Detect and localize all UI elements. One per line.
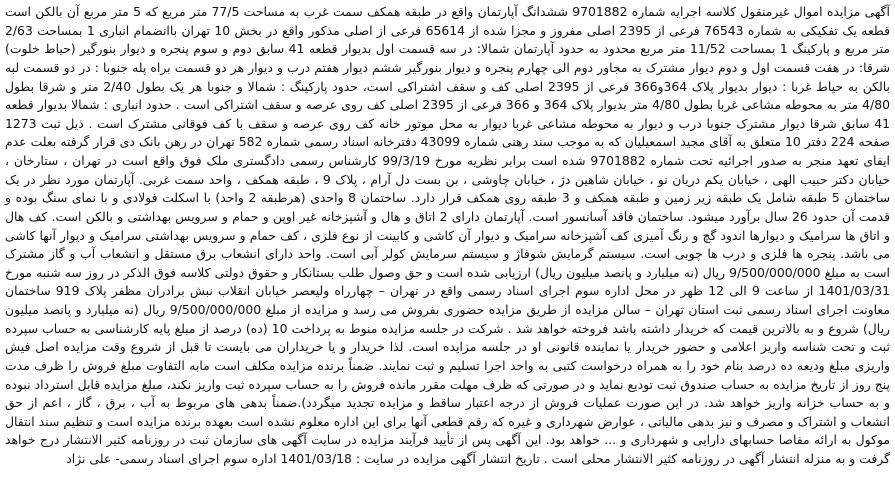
auction-notice-body: آگهی مزایده اموال غیرمنقول کلاسه اجرایه شماره 9701882 ششدانگ آپارتمان واقع در طبقه همکف سمت غرب به مساحت 77/5 متر مربع که 5 متر مربع آن بالکن است قطعه یک تفکیکی به شماره 76543 فرعی از 2395 اصلی مفروز و مجزا شده از 65614 فرعی از اصلی مذکور واقع در بخش 10 تهران باانضمام انباری 1 بمساحت 2/63 متر مربع و پارکینگ 1 بمساحت 11/52 متر مربع محدود به حدود آپارتمان شمالا: در سه قسمت اول بدیوار قطعه 41 سابق دوم و سوم پنجره و دیوار بنورگیر (حیاط خلوت) شرقا: در هفت قسمت اول و دوم دیوار مشترک به مجاور دوم الی چهارم پنجره و دیوار بنورگیر ششم دیوار هفتم درب و دیوار هر دو قسمت براه پله جنوبا : در دو قسمت لبه بالکن به حیاط غربا : دیوار بدیوار پلاک 364و366 فرعی از 2395 اصلی کف و سقف اشتراکی است، حدود پارکینگ : شمالا و جنوبا هر یک بطول 2/40 متر و شرقا بطول 4/80 متر به محوطه مشاعی غربا بطول 4/80 متر بدیوار پلاک 364 و 366 فرعی از 2395 اصلی کف روی عرصه و سقف اشتراکی است . حدود انباری : شمالا بدیوار قطعه 41 سابق شرقا دیوار مشترک جنوبا درب و دیوار به محوطه مشاعی غربا دیوار به محل موتور خانه کف روی عرصه و سقف با کف فوقانی مشترک است . ذیل ثبت 1273 صفحه 224 دفتر 10 متعلق به آقای مجید اسمعیلیان که به موجب سند رهنی شماره 43099 دفترخانه اسناد رسمی شماره 582 تهران در رهن بانک دی قرار گرفته بعلت عدم ایفای تعهد منجر به صدور اجرائیه تحت شماره 9701882 شده است برابر نظریه مورخ 99/3/19 کارشناس رسمی دادگستری ملک فوق واقع است در تهران ، ستارخان ، خیابان دکتر حبیب الهی ، خیابان یکم دریان نو ، خیابان شاهین دژ ، خیابان چاوشی ، بن بست دل آرام ، پلاک 9 ، طبقه همکف ، واحد سمت غربی. آپارتمان مورد نظر در یک ساختمان 5 طبقه شامل یک طبقه زیر زمین و طبقه همکف و 3 طبقه روی همکف قرار دارد. ساختمان 8 واحدی (هرطبقه 2 واحد) با اسکلت فولادی و با نمای سنگ بوده و قدمت آن حدود 26 سال برآورد میشود. ساختمان فاقد آسانسور است. آپارتمان دارای 2 اتاق و هال و آشپزخانه غیر اوپن و حمام و سرویس بهداشتی و بالکن است. کف هال و اتاق ها سرامیک و دیوارها اندود گچ و رنگ آمیزی کف آشپزخانه سرامیک و دیوار آن کاشی و کابینت از نوع فلزی ، کف حمام و سرویس بهداشتی سرامیک و دیوار آنها کاشی می باشد. پنجره ها فلزی و درب ها چوبی است. سیستم گرمایش شوفاژ و سیستم سرمایش کولر آبی است. واحد دارای انشعاب برق مستقل و انشعاب آب و گاز مشترک است به مبلغ 9/500/000/000 ریال (نه میلیارد و پانصد میلیون ریال) ارزیابی شده است و حق وصول طلب بستانکار و حقوق دولتی کلاسه فوق الذکر در روز سه شنبه مورخ 1401/03/31 از ساعت 9 الی 12 ظهر در محل اداره سوم اجرای اسناد رسمی واقع در تهران – چهارراه ولیعصر خیابان انقلاب نبش برادران مظفر پلاک 919 ساختمان معاونت اجرای اسناد رسمی ثبت استان تهران – سالن مزایده از طریق مزایده حضوری بفروش می رسد و مزایده از مبلغ 9/500/000/000 ریال (نه میلیارد و پانصد میلیون ریال) شروع و به بالاترین قیمت که خریدار داشته باشد فروخته خواهد شد . شرکت در جلسه مزایده منوط به پرداخت 10 (ده) درصد از مبلغ پایه کارشناسی به حساب سپرده ثبت و تحت شناسه واریز اعلامی و حضور خریدار یا نماینده قانونی او در جلسه مزایده است. لذا خریدار و یا خریداران می بایست تا قبل از شروع وقت مزایده اصل فیش واریزی مبلغ ودیعه ده درصد بنام خود را به همراه درخواست کتبی به واحد اجرا تسلیم و ثبت نمایند. ضمناً برنده مزایده مکلف است مابه التفاوت مبلغ فروش را ظرف مدت پنج روز از تاریخ مزایده به حساب صندوق ثبت تودیع نماید و در صورتی که ظرف مهلت مقرر مانده فروش را به حساب سپرده ثبت واریز نکند، مبلغ مزایده قابل استرداد نبوده و به حساب خزانه واریز خواهد شد. در این صورت عملیات فروش از درجه اعتبار ساقط و مزایده تجدید میگردد).ضمناً بدهی های مربوط به آب ، برق ، گاز ، اعم از حق انشعاب و اشتراک و مصرف و نیز بدهی مالیاتی ، عوارض شهرداری و غیره که رقم قطعی آنها برای این اداره معلوم نشده است بعهده برنده مزایده است و تنظیم سند انتقال موکول به ارائه مفاصا حسابهای دارایی و شهرداری و ... خواهد بود. این آگهی پس از تأیید فرآیند مزایده در سایت آگهی های سازمان ثبت در روزنامه کثیر الانتشار درج خواهد گرفت و به منزله انتشار آگهی در روزنامه کثیر الانتشار محلی است . تاریخ انتشار آگهی مزایده در سایت : 1401/03/18 اداره سوم اجرای اسناد رسمی- علی نژاد bbox=[5, 4, 891, 466]
